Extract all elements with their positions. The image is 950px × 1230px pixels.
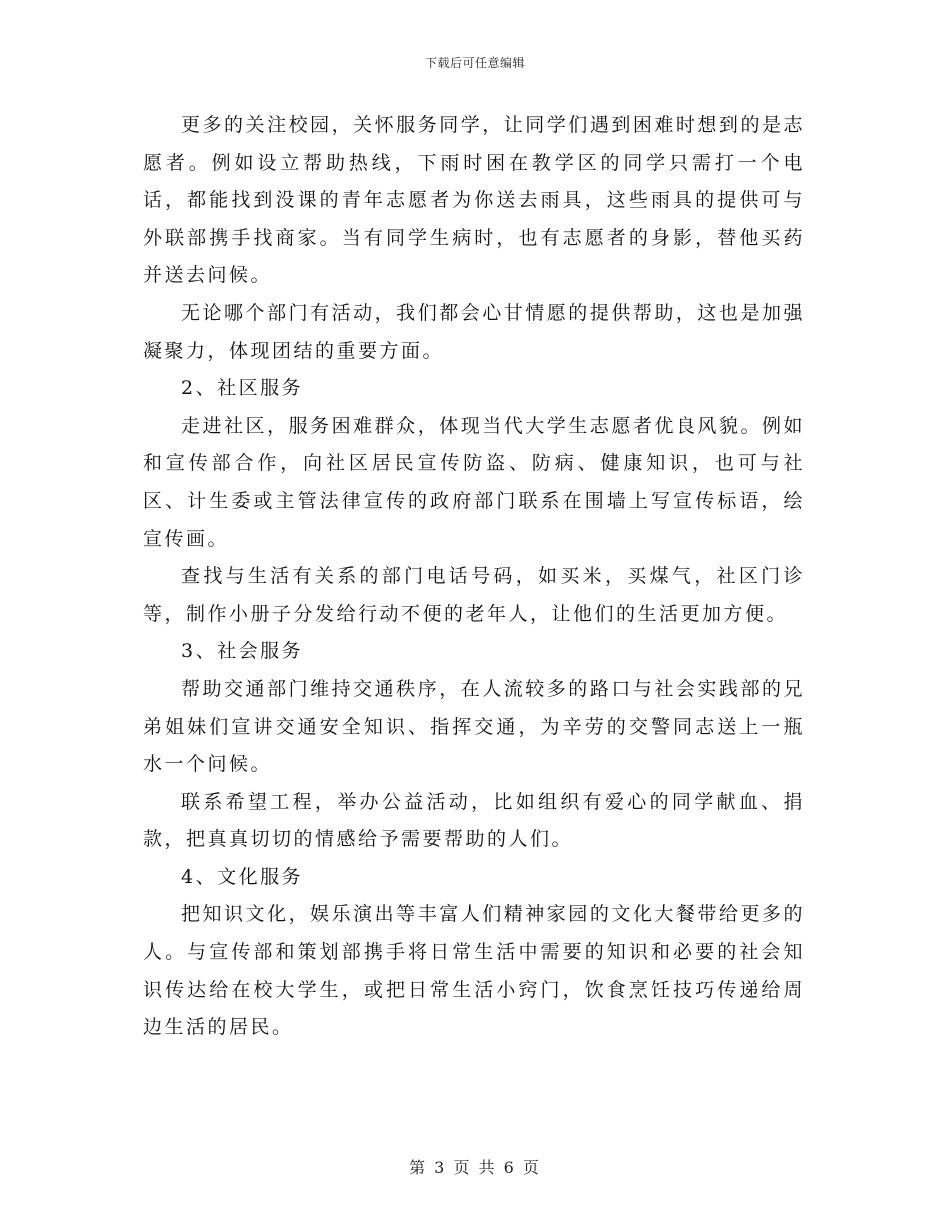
paragraph-traffic-help: 帮助交通部门维持交通秩序，在人流较多的路口与社会实践部的兄弟姐妹们宣讲交通安全知识、指挥交通，为辛劳的交警同志送上一瓶水一个问候。 — [143, 677, 805, 776]
section-heading-cultural-service: 4、文化服务 — [181, 865, 304, 888]
paragraph-department-help: 无论哪个部门有活动，我们都会心甘情愿的提供帮助，这也是加强凝聚力，体现团结的重要方面。 — [143, 301, 805, 362]
section-heading-community-service: 2、社区服务 — [181, 377, 304, 400]
page-header: 下载后可任意编辑 — [424, 56, 525, 70]
paragraph-community-outreach: 走进社区，服务困难群众，体现当代大学生志愿者优良风貌。例如和宣传部合作，向社区居民宣传防盗、防病、健康知识，也可与社区、计生委或主管法律宣传的政府部门联系在围墙上写宣传标语，绘宣传画。 — [143, 414, 805, 550]
paragraph-phone-booklet: 查找与生活有关系的部门电话号码，如买米，买煤气，社区门诊等，制作小册子分发给行动不便的老年人，让他们的生活更加方便。 — [143, 565, 805, 625]
document-body — [143, 107, 805, 1047]
paragraph-cultural-knowledge: 把知识文化，娱乐演出等丰富人们精神家园的文化大餐带给更多的人。与宣传部和策划部携手将日常生活中需要的知识和必要的社会知识传达给在校大学生，或把日常生活小窍门，饮食烹饪技巧传递给周边生活的居民。 — [143, 903, 805, 1039]
paragraph-campus-care: 更多的关注校园，关怀服务同学，让同学们遇到困难时想到的是志愿者。例如设立帮助热线，下雨时困在教学区的同学只需打一个电话，都能找到没课的青年志愿者为你送去雨具，这些雨具的提供可与外联部携手找商家。当有同学生病时，也有志愿者的身影，替他买药并送去问候。 — [143, 114, 805, 287]
paragraph-hope-project: 联系希望工程，举办公益活动，比如组织有爱心的同学献血、捐款，把真真切切的情感给予需要帮助的人们。 — [143, 790, 805, 851]
section-heading-social-service: 3、社会服务 — [181, 640, 304, 663]
page-number-footer: 第 3 页 共 6 页 — [409, 1158, 541, 1177]
